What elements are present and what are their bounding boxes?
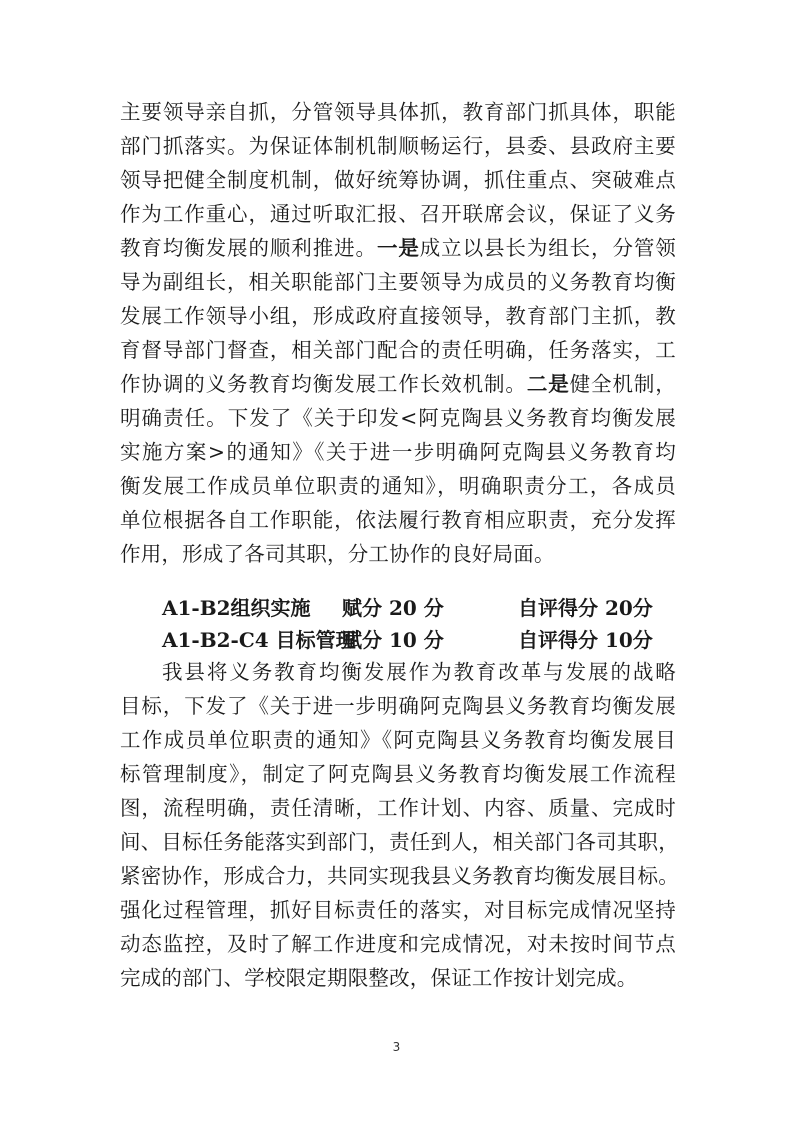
body-text: 主要领导亲自抓，分管领导具体抓，教育部门抓具体，职能 — [120, 100, 676, 124]
paragraph-target-management — [120, 655, 679, 995]
heading-self-score: 自评得分 20分 — [518, 596, 653, 620]
text-line — [120, 655, 676, 689]
text-line — [120, 367, 676, 401]
section-heading-target-management — [120, 623, 676, 657]
text-line — [120, 435, 676, 469]
body-text: 作协调的义务教育均衡发展工作长效机制。 — [120, 372, 527, 396]
emphasis-text: 一是 — [376, 236, 420, 260]
text-line — [120, 163, 676, 197]
body-text: 标管理制度》，制定了阿克陶县义务教育均衡发展工作流程 — [120, 762, 676, 786]
text-line — [120, 129, 676, 163]
body-text: 工作成员单位职责的通知》《阿克陶县义务教育均衡发展目 — [120, 728, 676, 752]
text-line — [120, 231, 676, 265]
heading-score: 赋分 10 分 — [342, 628, 444, 652]
body-text: 育督导部门督查，相关部门配合的责任明确，任务落实，工 — [120, 338, 676, 362]
emphasis-text: 二是 — [526, 372, 570, 396]
body-text: 完成的部门、学校限定期限整改，保证工作按计划完成。 — [120, 966, 638, 990]
paragraph-leadership — [120, 95, 676, 571]
body-text: 我县将义务教育均衡发展作为教育改革与发展的战略 — [162, 660, 676, 684]
text-line — [120, 825, 679, 859]
text-line — [120, 537, 676, 571]
text-line — [120, 791, 676, 825]
text-line — [120, 401, 676, 435]
text-line — [120, 723, 676, 757]
body-text: 教育均衡发展的顺利推进。 — [120, 236, 377, 260]
text-line — [120, 197, 676, 231]
body-text: 成立以县长为组长，分管领 — [419, 236, 676, 260]
text-line — [120, 927, 676, 961]
body-text: 间、目标任务能落实到部门，责任到人，相关部门各司其职， — [120, 830, 679, 854]
text-line — [120, 893, 676, 927]
section-heading-organization — [120, 591, 676, 625]
body-text: 紧密协作，形成合力，共同实现我县义务教育均衡发展目标。 — [120, 864, 679, 888]
text-line — [120, 961, 676, 995]
heading-self-score: 自评得分 10分 — [518, 628, 653, 652]
text-line — [120, 333, 676, 367]
heading-item-code: A1-B2组织实施 — [162, 596, 311, 620]
body-text: 目标，下发了《关于进一步明确阿克陶县义务教育均衡发展 — [120, 694, 676, 718]
text-line — [120, 299, 676, 333]
text-line — [120, 859, 679, 893]
body-text: 部门抓落实。为保证体制机制顺畅运行，县委、县政府主要 — [120, 134, 676, 158]
page-number: 3 — [392, 1040, 401, 1054]
body-text: 动态监控，及时了解工作进度和完成情况，对未按时间节点 — [120, 932, 676, 956]
body-text: 衡发展工作成员单位职责的通知》，明确职责分工，各成员 — [120, 474, 676, 498]
body-text: 导为副组长，相关职能部门主要领导为成员的义务教育均衡 — [120, 270, 676, 294]
body-text: 健全机制， — [569, 372, 676, 396]
heading-score: 赋分 20 分 — [342, 596, 444, 620]
body-text: 作用，形成了各司其职，分工协作的良好局面。 — [120, 542, 555, 566]
body-text: 明确责任。下发了《关于印发<阿克陶县义务教育均衡发展 — [120, 406, 676, 430]
text-line — [120, 95, 676, 129]
text-line — [120, 503, 676, 537]
heading-item-code: A1-B2-C4 目标管理 — [162, 628, 356, 652]
text-line — [120, 757, 676, 791]
body-text: 实施方案>的通知》《关于进一步明确阿克陶县义务教育均 — [120, 440, 676, 464]
text-line — [120, 689, 676, 723]
body-text: 图，流程明确，责任清晰，工作计划、内容、质量、完成时 — [120, 796, 676, 820]
heading-row — [120, 623, 676, 657]
body-text: 领导把健全制度机制，做好统筹协调，抓住重点、突破难点 — [120, 168, 676, 192]
body-text: 发展工作领导小组，形成政府直接领导，教育部门主抓，教 — [120, 304, 676, 328]
body-text: 作为工作重心，通过听取汇报、召开联席会议，保证了义务 — [120, 202, 676, 226]
heading-row — [120, 591, 676, 625]
body-text: 强化过程管理，抓好目标责任的落实，对目标完成情况坚持 — [120, 898, 676, 922]
text-line — [120, 469, 676, 503]
body-text: 单位根据各自工作职能，依法履行教育相应职责，充分发挥 — [120, 508, 676, 532]
text-line — [120, 265, 676, 299]
